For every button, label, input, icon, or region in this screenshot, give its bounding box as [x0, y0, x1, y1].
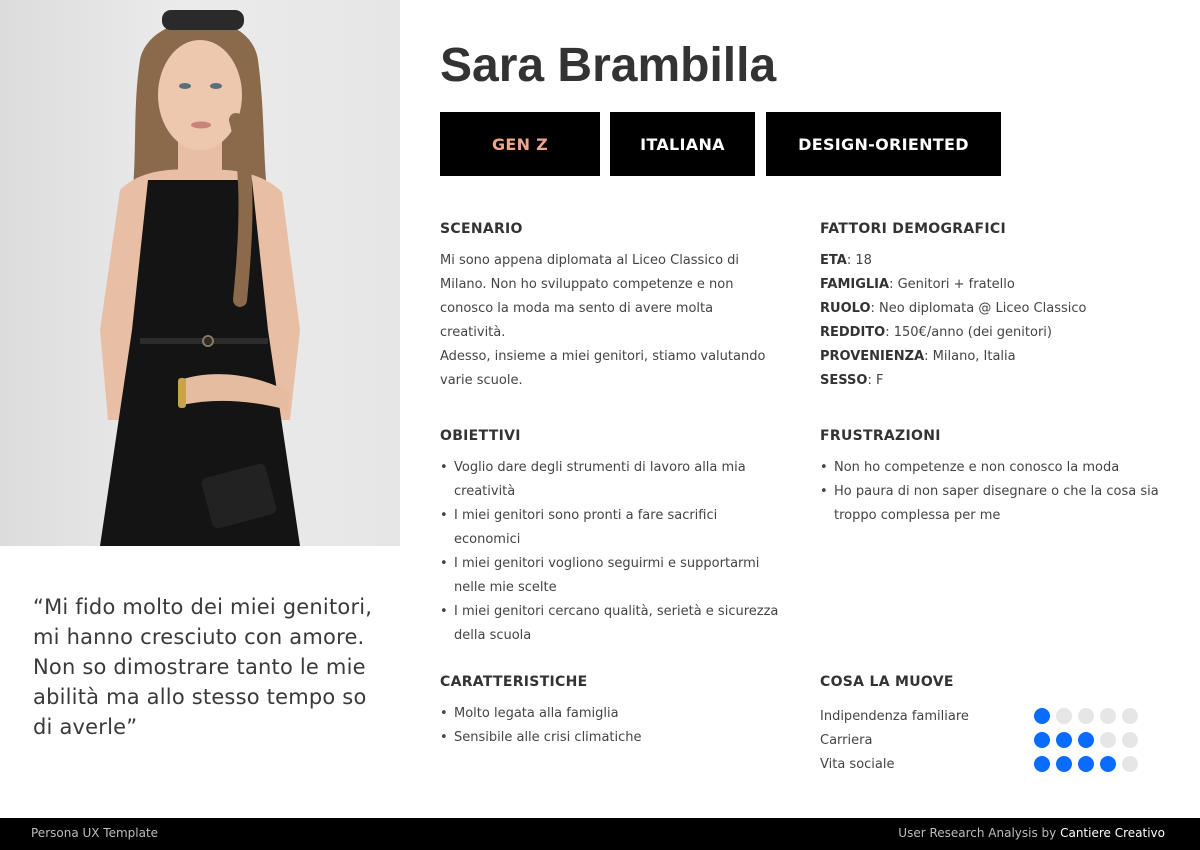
motivation-row — [820, 752, 1150, 776]
rating-dot-filled — [1078, 732, 1094, 748]
footer-credit-prefix: User Research Analysis by — [898, 826, 1061, 840]
motivation-row — [820, 704, 1150, 728]
rating-dot-empty — [1056, 708, 1072, 724]
footer-credit — [898, 826, 1165, 840]
rating-dot-filled — [1056, 756, 1072, 772]
rating-dot-filled — [1078, 756, 1094, 772]
goals-list — [440, 456, 780, 648]
rating-dot-empty — [1100, 732, 1116, 748]
motivation-label: Carriera — [820, 732, 873, 748]
rating-dot-empty — [1100, 708, 1116, 724]
scenario-paragraph: Adesso, insieme a miei genitori, stiamo valutando varie scuole. — [440, 349, 766, 388]
demographic-role: RUOLO: Neo diplomata @ Liceo Classico — [820, 301, 1087, 316]
demographic-origin: PROVENIENZA: Milano, Italia — [820, 349, 1016, 364]
scenario-title: SCENARIO — [440, 221, 523, 237]
rating-dot-empty — [1078, 708, 1094, 724]
scenario-text — [440, 249, 775, 393]
demographic-family: FAMIGLIA: Genitori + fratello — [820, 277, 1015, 292]
motivation-label: Vita sociale — [820, 756, 895, 772]
demographic-sex: SESSO: F — [820, 373, 884, 388]
traits-list — [440, 702, 780, 750]
rating-dot-empty — [1122, 708, 1138, 724]
motivation-rating — [1034, 732, 1138, 748]
goal-item: • Voglio dare degli strumenti di lavoro alla mia creatività — [440, 456, 780, 504]
footer — [0, 818, 1200, 850]
frustrations-list — [820, 456, 1165, 528]
trait-item: • Molto legata alla famiglia — [440, 702, 780, 726]
goal-item: • I miei genitori cercano qualità, serietà e sicurezza della scuola — [440, 600, 780, 648]
motivations-list — [820, 704, 1150, 776]
goal-item: • I miei genitori vogliono seguirmi e supportarmi nelle mie scelte — [440, 552, 780, 600]
rating-dot-filled — [1100, 756, 1116, 772]
tag-design-oriented: DESIGN-ORIENTED — [766, 112, 1001, 176]
motivation-row — [820, 728, 1150, 752]
rating-dot-filled — [1034, 756, 1050, 772]
motivations-title: COSA LA MUOVE — [820, 674, 954, 690]
rating-dot-filled — [1034, 732, 1050, 748]
demographics-title: FATTORI DEMOGRAFICI — [820, 221, 1006, 237]
footer-template-label: Persona UX Template — [31, 826, 159, 840]
demographic-age: ETA: 18 — [820, 253, 872, 268]
motivation-rating — [1034, 756, 1138, 772]
frustrations-title: FRUSTRAZIONI — [820, 428, 941, 444]
persona-photo — [0, 0, 400, 546]
trait-item: • Sensibile alle crisi climatiche — [440, 726, 780, 750]
traits-title: CARATTERISTICHE — [440, 674, 588, 690]
goals-title: OBIETTIVI — [440, 428, 521, 444]
persona-quote: “Mi fido molto dei miei genitori, mi hanno cresciuto con amore. Non so dimostrare tanto le mie abilità ma allo stesso tempo so di averle” — [33, 595, 373, 739]
frustration-item: • Ho paura di non saper disegnare o che la cosa sia troppo complessa per me — [820, 480, 1165, 528]
rating-dot-filled — [1034, 708, 1050, 724]
scenario-paragraph: Mi sono appena diplomata al Liceo Classico di Milano. Non ho sviluppato competenze e non conosco la moda ma sento di avere molta creatività. — [440, 253, 740, 340]
motivation-label: Indipendenza familiare — [820, 708, 969, 724]
rating-dot-empty — [1122, 732, 1138, 748]
frustration-item: • Non ho competenze e non conosco la moda — [820, 456, 1165, 480]
tag-italiana: ITALIANA — [610, 112, 755, 176]
demographic-income: REDDITO: 150€/anno (dei genitori) — [820, 325, 1052, 340]
persona-photo-illustration — [0, 0, 400, 546]
rating-dot-empty — [1122, 756, 1138, 772]
goal-item: • I miei genitori sono pronti a fare sacrifici economici — [440, 504, 780, 552]
tag-gen-z: GEN Z — [440, 112, 600, 176]
rating-dot-filled — [1056, 732, 1072, 748]
motivation-rating — [1034, 708, 1138, 724]
footer-brand-link[interactable]: Cantiere Creativo — [1060, 826, 1165, 840]
demographics-list — [820, 249, 1170, 393]
persona-name: Sara Brambilla — [440, 39, 777, 92]
